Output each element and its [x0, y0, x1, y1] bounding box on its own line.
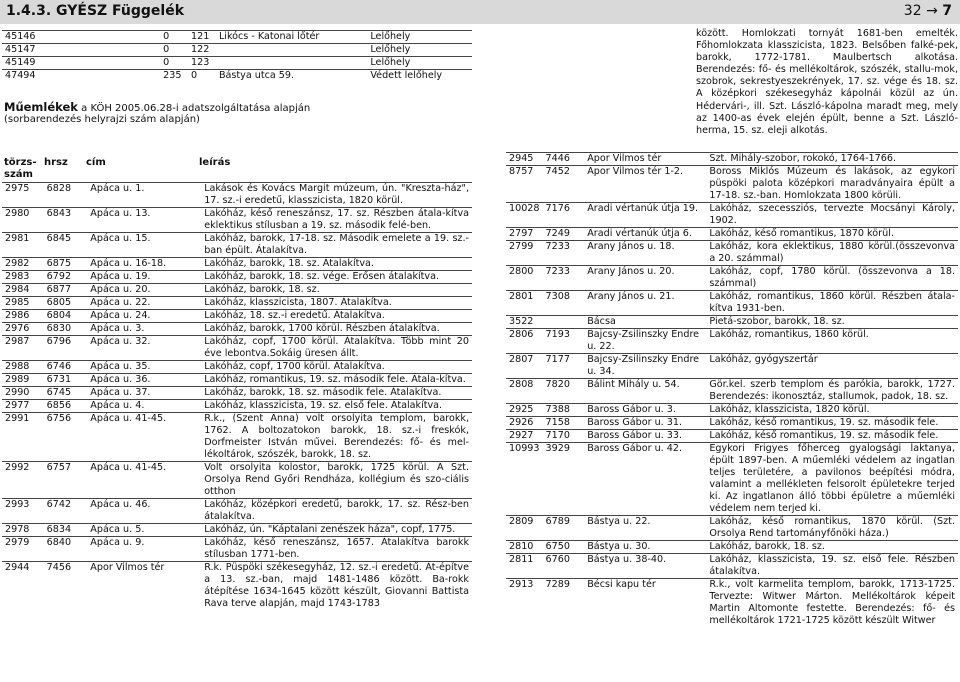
left-row	[2, 524, 472, 537]
top-cell: 45146	[2, 31, 160, 44]
right-cell: Aradi vértanúk útja 6.	[584, 228, 706, 241]
col-leiras: leírás	[199, 157, 231, 168]
right-cell: 2797	[506, 228, 543, 241]
right-cell: Bálint Mihály u. 54.	[584, 379, 706, 404]
left-row	[2, 336, 472, 361]
left-cell: Apáca u. 20.	[87, 284, 201, 297]
right-row	[506, 430, 958, 443]
left-cell: Apáca u. 36.	[87, 374, 201, 387]
section-title: 1.4.3. GYÉSZ Függelék	[6, 3, 185, 19]
left-cell: Lakóház, barokk, 1700 körül. Részben átalakítva.	[201, 323, 472, 336]
right-cell: 7158	[543, 417, 585, 430]
right-cell: Lakóház, késő romantikus, 1870 körül. (Szt. Orsolya Rend tartományfőnöki háza.)	[706, 516, 958, 541]
left-cell: 2980	[2, 208, 44, 233]
arrow-right-icon: →	[926, 3, 938, 19]
right-cell: Lakóház, barokk, 18. sz.	[706, 541, 958, 554]
right-cell: 2926	[506, 417, 543, 430]
left-cell: 2983	[2, 271, 44, 284]
left-cell: 6742	[44, 499, 88, 524]
left-cell: 2944	[2, 562, 44, 611]
page-current: 32	[903, 3, 922, 19]
left-cell: Lakóház, copf, 1700 körül. Átalakítva.	[201, 361, 472, 374]
right-cell: 2806	[506, 329, 543, 354]
left-cell: 6745	[44, 387, 88, 400]
left-cell: 2979	[2, 537, 44, 562]
right-row	[506, 316, 958, 329]
left-cell: 2989	[2, 374, 44, 387]
right-cell: 10028	[506, 203, 543, 228]
top-cell	[216, 57, 367, 70]
left-cell: R.k. Püspöki székesegyház, 12. sz.-i eredetű. Át-építve a 13. sz.-ban, majd 1481-1486 között. Ba-rokk átépítése 1634-1645 között készült, Giovanni Battista Rava terve alapján, majd 1743-1783	[201, 562, 472, 611]
right-cell: 2800	[506, 266, 543, 291]
right-row	[506, 516, 958, 541]
left-cell: Lakóház, ún. "Káptalani zenészek háza", copf, 1775.	[201, 524, 472, 537]
left-row	[2, 499, 472, 524]
top-table	[2, 30, 472, 82]
left-cell: 2984	[2, 284, 44, 297]
top-cell: Lelőhely	[367, 31, 472, 44]
top-cell: 45147	[2, 44, 160, 57]
left-cell: Apáca u. 5.	[87, 524, 201, 537]
right-cell: Apor Vilmos tér 1-2.	[584, 166, 706, 203]
left-row	[2, 233, 472, 258]
top-row	[2, 57, 472, 70]
right-cell: 8757	[506, 166, 543, 203]
right-cell: 2809	[506, 516, 543, 541]
left-cell: Lakások és Kovács Margit múzeum, ún. "Kreszta-ház", 17. sz.-i eredetű, klasszicista, 1820 körül.	[201, 183, 472, 208]
col-hrsz: hrsz	[44, 157, 68, 168]
left-cell: Apor Vilmos tér	[87, 562, 201, 611]
right-cell: Lakóház, romantikus, 1860 körül.	[706, 329, 958, 354]
left-cell: 6875	[44, 258, 88, 271]
right-cell: 7289	[543, 579, 585, 628]
heading-rest: a KÖH 2005.06.28-i adatszolgáltatása alapján	[77, 103, 311, 114]
left-row	[2, 387, 472, 400]
right-cell: 2945	[506, 153, 543, 166]
left-cell: 2987	[2, 336, 44, 361]
right-cell: Baross Gábor u. 42.	[584, 443, 706, 516]
left-cell: 6834	[44, 524, 88, 537]
left-row	[2, 374, 472, 387]
right-cell: Lakóház, késő romantikus, 1870 körül.	[706, 228, 958, 241]
right-cell: Lakóház, klasszicista, 1820 körül.	[706, 404, 958, 417]
right-cell: Baross Gábor u. 33.	[584, 430, 706, 443]
left-cell: 6804	[44, 310, 88, 323]
left-cell: 6756	[44, 413, 88, 462]
left-cell: 2981	[2, 233, 44, 258]
right-row	[506, 266, 958, 291]
left-row	[2, 400, 472, 413]
right-cell: Bajcsy-Zsilinszky Endre u. 34.	[584, 354, 706, 379]
left-cell: 6792	[44, 271, 88, 284]
left-row	[2, 462, 472, 499]
left-cell: 2992	[2, 462, 44, 499]
top-cell: 0	[160, 44, 188, 57]
right-row	[506, 354, 958, 379]
left-row	[2, 183, 472, 208]
left-cell: Apáca u. 37.	[87, 387, 201, 400]
left-cell: Apáca u. 32.	[87, 336, 201, 361]
left-cell: 6828	[44, 183, 88, 208]
left-cell: 2977	[2, 400, 44, 413]
left-row	[2, 271, 472, 284]
right-cell: Lakóház, kora eklektikus, 1880 körül.(összevonva a 20. számmal)	[706, 241, 958, 266]
right-cell: 7452	[543, 166, 585, 203]
left-cell: 6877	[44, 284, 88, 297]
top-cell: 122	[188, 44, 216, 57]
right-cell: Baross Gábor u. 3.	[584, 404, 706, 417]
top-cell: 0	[188, 70, 216, 83]
left-cell: Lakóház, romantikus, 19. sz. második fele. Átala-kítva.	[201, 374, 472, 387]
left-cell: Apáca u. 41-45.	[87, 462, 201, 499]
left-cell: Lakóház, klasszicista, 1807. Átalakítva.	[201, 297, 472, 310]
right-row	[506, 579, 958, 628]
right-row	[506, 417, 958, 430]
right-cell: 6760	[543, 554, 585, 579]
right-cell: 2801	[506, 291, 543, 316]
col-szam: szám	[4, 169, 33, 180]
right-row	[506, 291, 958, 316]
right-cell: 7177	[543, 354, 585, 379]
top-row	[2, 44, 472, 57]
left-cell: Apáca u. 19.	[87, 271, 201, 284]
right-cell: 2927	[506, 430, 543, 443]
continued-text: között. Homlokzati tornyát 1681-ben emelték. Főhomlokzata klasszicista, 1823. Belsőben falké-pek, barokk, 1772-1781. Maulbertsch alkotása. Berendezés: fő- és mellékoltárok, szószék, stallu-mok, szobrok, sekrestyeszekrények, 17. sz. vége és 18. sz. A középkori székesegyház kápolnái közül az ún. Hédervári-, ill. Szt. László-kápolna maradt meg, mely az 1400-as évek elején épült, benne a Szt. László-herma, 15. sz. eleji alkotás.	[696, 28, 958, 136]
top-cell: 0	[160, 57, 188, 70]
right-cell: Arany János u. 20.	[584, 266, 706, 291]
top-row	[2, 70, 472, 83]
top-row	[2, 31, 472, 44]
left-cell: 2978	[2, 524, 44, 537]
right-cell: 7176	[543, 203, 585, 228]
left-cell: 2986	[2, 310, 44, 323]
top-cell: Bástya utca 59.	[216, 70, 367, 83]
section-heading	[4, 100, 310, 114]
left-cell: 6856	[44, 400, 88, 413]
left-row	[2, 413, 472, 462]
left-cell: Apáca u. 4.	[87, 400, 201, 413]
top-cell: Likócs - Katonai lőtér	[216, 31, 367, 44]
right-cell: Lakóház, szecessziós, tervezte Mocsányi Károly, 1902.	[706, 203, 958, 228]
left-cell: Lakóház, barokk, 18. sz.	[201, 284, 472, 297]
left-cell: Volt orsolyita kolostor, barokk, 1725 körül. A Szt. Orsolya Rend Győri Rendháza, kollégium és szo-ciális otthon	[201, 462, 472, 499]
top-cell	[216, 44, 367, 57]
left-cell: 6843	[44, 208, 88, 233]
right-cell: Lakóház, késő romantikus, 19. sz. második fele.	[706, 430, 958, 443]
right-cell: Arany János u. 21.	[584, 291, 706, 316]
left-row	[2, 258, 472, 271]
left-cell: 2985	[2, 297, 44, 310]
left-cell: Lakóház, copf, 1700 körül. Átalakítva. Több mint 20 éve lebontva.Sokáig üresen állt.	[201, 336, 472, 361]
left-cell: Apáca u. 15.	[87, 233, 201, 258]
right-cell: Pietá-szobor, barokk, 18. sz.	[706, 316, 958, 329]
top-cell: Lelőhely	[367, 57, 472, 70]
left-cell: Apáca u. 1.	[87, 183, 201, 208]
left-cell: 6746	[44, 361, 88, 374]
right-row	[506, 379, 958, 404]
left-cell: Lakóház, barokk, 18. sz. Átalakítva.	[201, 258, 472, 271]
left-cell: 2975	[2, 183, 44, 208]
left-cell: Apáca u. 16-18.	[87, 258, 201, 271]
right-cell: 2811	[506, 554, 543, 579]
top-cell: 235	[160, 70, 188, 83]
right-row	[506, 228, 958, 241]
left-cell: 2993	[2, 499, 44, 524]
left-cell: Lakóház, késő reneszánsz, 17. sz. Részben átala-kítva eklektikus stílusban a 19. sz. második felé-ben.	[201, 208, 472, 233]
top-cell: 47494	[2, 70, 160, 83]
sort-note: (sorbarendezés helyrajzi szám alapján)	[4, 114, 200, 125]
right-cell: Bácsa	[584, 316, 706, 329]
right-cell: Bajcsy-Zsilinszky Endre u. 22.	[584, 329, 706, 354]
right-cell: 2807	[506, 354, 543, 379]
right-row	[506, 329, 958, 354]
right-cell: 2810	[506, 541, 543, 554]
page-next: 7	[942, 3, 952, 19]
right-cell: Egykori Frigyes főherceg gyalogsági laktanya, épült 1897-ben. A műemléki védelem az ingatlan teljes területére, a pavilonos beépítési módra, valamint a mellékleten felsorolt épületekre terjed ki. Az ingatlanon álló többi épületre a műemléki védelem nem terjed ki.	[706, 443, 958, 516]
top-cell: Védett lelőhely	[367, 70, 472, 83]
top-cell: 45149	[2, 57, 160, 70]
right-cell: 2925	[506, 404, 543, 417]
right-cell: 7193	[543, 329, 585, 354]
left-row	[2, 323, 472, 336]
right-cell: 7820	[543, 379, 585, 404]
top-cell: 0	[160, 31, 188, 44]
left-cell: 2991	[2, 413, 44, 462]
left-cell: Apáca u. 24.	[87, 310, 201, 323]
right-row	[506, 541, 958, 554]
left-cell: 6731	[44, 374, 88, 387]
right-cell: Arany János u. 18.	[584, 241, 706, 266]
right-cell: Szt. Mihály-szobor, rokokó, 1764-1766.	[706, 153, 958, 166]
col-torzs: törzs-	[4, 157, 37, 168]
left-cell: 6805	[44, 297, 88, 310]
right-cell: Bécsi kapu tér	[584, 579, 706, 628]
left-cell: Lakóház, 18. sz.-i eredetű. Átalakítva.	[201, 310, 472, 323]
right-cell: 7170	[543, 430, 585, 443]
left-cell: Lakóház, barokk, 18. sz. vége. Erősen átalakítva.	[201, 271, 472, 284]
left-row	[2, 284, 472, 297]
right-cell: 3929	[543, 443, 585, 516]
right-cell: 6750	[543, 541, 585, 554]
right-cell: 2808	[506, 379, 543, 404]
right-cell: Lakóház, késő romantikus, 19. sz. második fele.	[706, 417, 958, 430]
right-row	[506, 404, 958, 417]
left-cell: 7456	[44, 562, 88, 611]
left-cell: 2990	[2, 387, 44, 400]
right-row	[506, 153, 958, 166]
left-cell: 2982	[2, 258, 44, 271]
left-cell: Apáca u. 35.	[87, 361, 201, 374]
left-cell: 6840	[44, 537, 88, 562]
top-cell: 121	[188, 31, 216, 44]
left-cell: 6830	[44, 323, 88, 336]
left-cell: 2976	[2, 323, 44, 336]
right-cell: Gör.kel. szerb templom és parókia, barokk, 1727. Berendezés: ikonosztáz, stallumok, padok, 18. sz.	[706, 379, 958, 404]
left-cell: 6845	[44, 233, 88, 258]
right-cell: Boross Miklós Múzeum és lakások, az egykori püspöki palota középkori maradványaira épült a 17-18. sz.-ban. Homlokzata 1800 körüli.	[706, 166, 958, 203]
col-cim: cím	[86, 157, 106, 168]
right-cell: 10993	[506, 443, 543, 516]
left-row	[2, 537, 472, 562]
right-cell: 7308	[543, 291, 585, 316]
left-cell: 6757	[44, 462, 88, 499]
right-cell: Aradi vértanúk útja 19.	[584, 203, 706, 228]
left-cell: Apáca u. 22.	[87, 297, 201, 310]
right-row	[506, 241, 958, 266]
left-cell: 2988	[2, 361, 44, 374]
right-cell: Bástya u. 22.	[584, 516, 706, 541]
right-cell: 2799	[506, 241, 543, 266]
top-cell: 123	[188, 57, 216, 70]
left-cell: Apáca u. 3.	[87, 323, 201, 336]
left-row	[2, 361, 472, 374]
left-cell: Lakóház, klasszicista, 19. sz. első fele. Átalakítva.	[201, 400, 472, 413]
page-number	[904, 3, 952, 19]
right-cell: Lakóház, gyógyszertár	[706, 354, 958, 379]
left-cell: Lakóház, középkori eredetű, barokk, 17. sz. Rész-ben átalakítva.	[201, 499, 472, 524]
right-cell: Lakóház, klasszicista, 19. sz. első fele. Részben átalakítva.	[706, 554, 958, 579]
right-cell: Bástya u. 38-40.	[584, 554, 706, 579]
left-cell: Apáca u. 41-45.	[87, 413, 201, 462]
right-row	[506, 554, 958, 579]
right-cell: Apor Vilmos tér	[584, 153, 706, 166]
right-cell: Lakóház, romantikus, 1860 körül. Részben átala-kítva 1931-ben.	[706, 291, 958, 316]
right-cell: 2913	[506, 579, 543, 628]
right-cell: R.k., volt karmelita templom, barokk, 1713-1725. Tervezte: Witwer Márton. Mellékoltárok képeit Martin Altomonte festette. Berendezés: fő- és mellékoltárok 1721-1725 között készült Witwer	[706, 579, 958, 628]
left-cell: 6796	[44, 336, 88, 361]
left-cell: Lakóház, barokk, 18. sz. második fele. Átalakítva.	[201, 387, 472, 400]
right-cell: 6789	[543, 516, 585, 541]
right-row	[506, 443, 958, 516]
page-header	[0, 0, 960, 24]
right-cell: Baross Gábor u. 31.	[584, 417, 706, 430]
left-cell: Apáca u. 13.	[87, 208, 201, 233]
left-cell: Lakóház, barokk, 17-18. sz. Második emelete a 19. sz.-ban épült. Átalakítva.	[201, 233, 472, 258]
right-row	[506, 166, 958, 203]
right-row	[506, 203, 958, 228]
left-row	[2, 208, 472, 233]
left-table	[2, 182, 472, 610]
right-cell: 7446	[543, 153, 585, 166]
right-cell: 7249	[543, 228, 585, 241]
left-cell: R.k., (Szent Anna) volt orsolyita templom, barokk, 1762. A boltozatokon barokk, 18. sz.-i freskók, Dorfmeister István művei. Berendezés: fő- és mel-lékoltárok, szószék, barokk, 18. sz.	[201, 413, 472, 462]
left-row	[2, 310, 472, 323]
left-row	[2, 297, 472, 310]
right-cell: 7233	[543, 241, 585, 266]
right-table	[506, 152, 958, 627]
left-cell: Apáca u. 46.	[87, 499, 201, 524]
left-row	[2, 562, 472, 611]
top-cell: Lelőhely	[367, 44, 472, 57]
right-cell	[543, 316, 585, 329]
left-cell: Lakóház, késő reneszánsz, 1657. Átalakítva barokk stílusban 1771-ben.	[201, 537, 472, 562]
right-cell: 7388	[543, 404, 585, 417]
heading-bold: Műemlékek	[4, 100, 78, 114]
right-cell: Bástya u. 30.	[584, 541, 706, 554]
right-cell: 3522	[506, 316, 543, 329]
right-cell: 7233	[543, 266, 585, 291]
left-cell: Apáca u. 9.	[87, 537, 201, 562]
right-cell: Lakóház, copf, 1780 körül. (összevonva a 18. számmal)	[706, 266, 958, 291]
